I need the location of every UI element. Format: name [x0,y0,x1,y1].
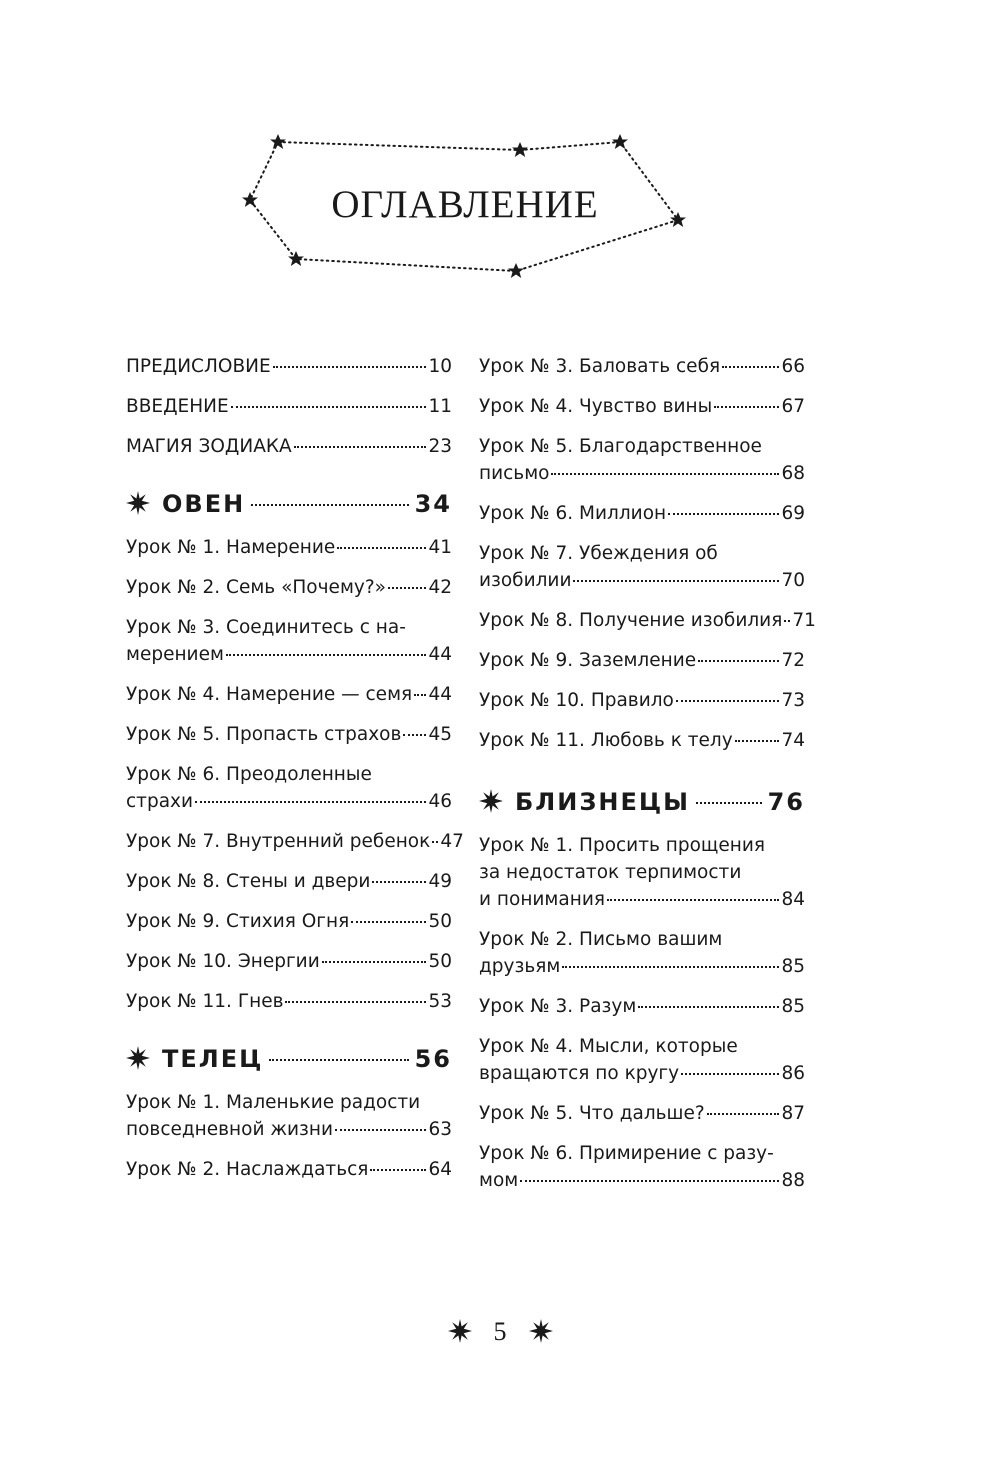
entry-title: ПРЕДИСЛОВИЕ [126,356,271,377]
entry-page: 53 [428,991,452,1012]
leader-dots [676,699,780,702]
entry-page: 10 [428,356,452,377]
section-heading-telec[interactable] [126,1043,452,1075]
leader-dots [273,365,427,368]
leader-dots [607,898,779,901]
leader-dots [294,445,427,448]
entry-title: Урок № 1. Намерение [126,537,336,558]
entry-title: мом [479,1170,519,1191]
entry-title: Урок № 5. Пропасть страхов [126,724,402,745]
entry-page: 70 [781,570,805,591]
entry-title-line1: Урок № 6. Примирение с разу- [479,1143,774,1164]
entry-page: 71 [792,610,816,631]
entry-title: Урок № 11. Гнев [126,991,284,1012]
leader-dots [668,512,779,515]
entry-title-line2: за недостаток терпимости [479,862,742,883]
title-frame [230,120,700,290]
toc-entry[interactable] [479,393,805,420]
toc-entry[interactable] [126,393,452,420]
leader-dots [337,546,426,549]
leader-dots [696,801,762,804]
leader-dots [322,960,427,963]
entry-page: 44 [428,684,452,705]
entry-page: 66 [781,356,805,377]
leader-dots [370,1168,426,1171]
leader-dots [432,840,438,843]
entry-page: 47 [440,831,464,852]
entry-page: 63 [428,1119,452,1140]
entry-title: изобилии [479,570,572,591]
toc-entry[interactable] [479,727,805,754]
leader-dots [231,405,427,408]
entry-page: 64 [428,1159,452,1180]
leader-dots [520,1179,779,1182]
toc-entry[interactable] [126,908,452,935]
toc-entry[interactable] [126,1156,452,1183]
entry-title: Урок № 8. Получение изобилия [479,610,783,631]
toc-entry[interactable] [479,500,805,527]
section-heading-oven[interactable] [126,488,452,520]
toc-entry[interactable] [479,433,805,487]
entry-title: друзьям [479,956,561,977]
toc-entry[interactable] [126,761,452,815]
leader-dots [735,739,780,742]
leader-dots [573,579,779,582]
entry-page: 46 [428,791,452,812]
entry-page: 85 [781,956,805,977]
toc-entry[interactable] [479,832,805,913]
page-number-text: 5 [493,1317,507,1346]
section-page: 34 [414,490,452,518]
toc-entry[interactable] [126,353,452,380]
entry-page: 68 [781,463,805,484]
leader-dots [351,920,426,923]
entry-title-line1: Урок № 1. Маленькие радости [126,1092,421,1113]
page-title: ОГЛАВЛЕНИЕ [331,183,599,226]
entry-title: Урок № 2. Наслаждаться [126,1159,369,1180]
entry-title-line1: Урок № 1. Просить прощения [479,835,765,856]
entry-title: вращаются по кругу [479,1063,680,1084]
leader-dots [707,1112,780,1115]
toc-entry[interactable] [126,681,452,708]
entry-title: Урок № 6. Миллион [479,503,667,524]
leader-dots [335,1128,426,1131]
leader-dots [681,1072,779,1075]
entry-title: Урок № 10. Правило [479,690,674,711]
section-title: БЛИЗНЕЦЫ [515,788,690,816]
toc-entry[interactable] [126,988,452,1015]
entry-page: 44 [428,644,452,665]
entry-title: МАГИЯ ЗОДИАКА [126,436,292,457]
toc-entry[interactable] [479,607,816,634]
leader-dots [714,405,779,408]
entry-title: Урок № 8. Стены и двери [126,871,371,892]
starburst-icon [126,1046,150,1070]
entry-title: Урок № 10. Энергии [126,951,320,972]
leader-dots [388,586,426,589]
entry-title: и понимания [479,889,605,910]
entry-page: 11 [428,396,452,417]
entry-title: Урок № 7. Внутренний ребенок [126,831,431,852]
entry-title-line1: Урок № 2. Письмо вашим [479,929,723,950]
toc-entry[interactable] [479,353,805,380]
entry-page: 50 [428,951,452,972]
entry-title: Урок № 4. Чувство вины [479,396,713,417]
toc-entry[interactable] [126,828,464,855]
entry-title: Урок № 3. Разум [479,996,637,1017]
entry-title: Урок № 11. Любовь к телу [479,730,733,751]
leader-dots [562,965,779,968]
entry-title: Урок № 9. Заземление [479,650,697,671]
entry-page: 88 [781,1170,805,1191]
entry-page: 72 [781,650,805,671]
leader-dots [403,733,426,736]
toc-entry[interactable] [479,993,805,1020]
section-title: ТЕЛЕЦ [162,1045,264,1073]
leader-dots [285,1000,426,1003]
leader-dots [226,653,427,656]
entry-title-line1: Урок № 5. Благодарственное [479,436,762,457]
entry-title: ВВЕДЕНИЕ [126,396,229,417]
entry-title: Урок № 2. Семь «Почему?» [126,577,386,598]
entry-title: страхи [126,791,193,812]
entry-title: Урок № 9. Стихия Огня [126,911,350,932]
entry-page: 50 [428,911,452,932]
leader-dots [784,619,790,622]
toc-column-left [126,353,464,1196]
section-page: 56 [414,1045,452,1073]
leader-dots [195,800,426,803]
entry-title-line1: Урок № 3. Соединитесь с на- [126,617,406,638]
leader-dots [269,1058,408,1061]
toc-entry[interactable] [479,687,805,714]
starburst-icon [479,789,503,813]
toc-entry[interactable] [479,1100,805,1127]
leader-dots [251,503,408,506]
entry-page: 42 [428,577,452,598]
toc-entry[interactable] [126,1089,452,1143]
toc-entry[interactable] [479,1033,805,1087]
entry-title: Урок № 4. Намерение — семя [126,684,413,705]
leader-dots [698,659,779,662]
entry-page: 84 [781,889,805,910]
entry-title: письмо [479,463,550,484]
leader-dots [638,1005,779,1008]
toc-column-right [479,353,816,1207]
leader-dots [722,365,779,368]
entry-page: 23 [428,436,452,457]
toc-entry[interactable] [126,948,452,975]
entry-page: 69 [781,503,805,524]
entry-page: 49 [428,871,452,892]
entry-page: 74 [781,730,805,751]
entry-page: 85 [781,996,805,1017]
section-title: ОВЕН [162,490,246,518]
leader-dots [551,472,779,475]
toc-entry[interactable] [126,433,452,460]
section-page: 76 [767,788,805,816]
entry-page: 41 [428,537,452,558]
toc-entry[interactable] [479,647,805,674]
toc-entry[interactable] [479,540,805,594]
entry-title: Урок № 5. Что дальше? [479,1103,705,1124]
toc-entry[interactable] [126,574,452,601]
starburst-icon [529,1319,553,1343]
entry-title-line1: Урок № 7. Убеждения об [479,543,718,564]
toc-entry[interactable] [126,534,452,561]
entry-title-line1: Урок № 6. Преодоленные [126,764,372,785]
leader-dots [414,693,426,696]
section-heading-bliznecy[interactable] [479,786,805,818]
toc-entry[interactable] [126,721,452,748]
entry-page: 87 [781,1103,805,1124]
entry-page: 45 [428,724,452,745]
toc-entry[interactable] [479,1140,805,1194]
entry-title: повседневной жизни [126,1119,334,1140]
entry-title: Урок № 3. Баловать себя [479,356,721,377]
entry-title-line1: Урок № 4. Мысли, которые [479,1036,738,1057]
entry-page: 86 [781,1063,805,1084]
toc-entry[interactable] [126,868,452,895]
starburst-icon [126,491,150,515]
toc-entry[interactable] [126,614,452,668]
starburst-icon [448,1319,472,1343]
leader-dots [372,880,426,883]
toc-entry[interactable] [479,926,805,980]
entry-title: мерением [126,644,224,665]
page-number [0,1316,1000,1347]
entry-page: 67 [781,396,805,417]
entry-page: 73 [781,690,805,711]
